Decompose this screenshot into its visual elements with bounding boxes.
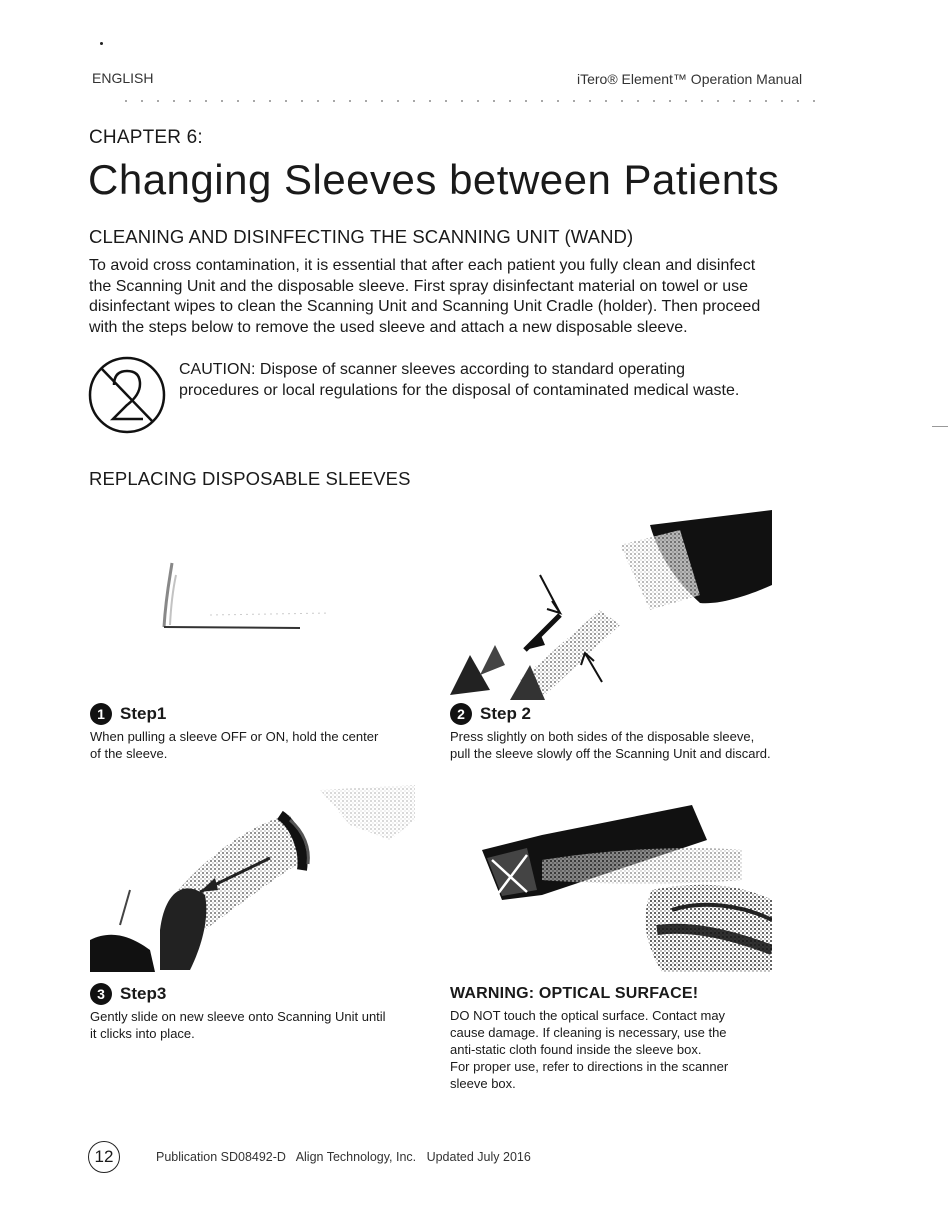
warning-title: WARNING: OPTICAL SURFACE! [450,985,699,1002]
step1-title: Step1 [120,704,167,723]
page-number-badge [88,1141,120,1173]
step1-line: When pulling a sleeve OFF or ON, hold the center [90,729,379,744]
warning-line: For proper use, refer to directions in the scanner [450,1059,729,1074]
footer-info [156,1150,531,1164]
step1-label [90,703,166,725]
step3-line: it clicks into place. [90,1026,195,1041]
step1-line: of the sleeve. [90,746,168,761]
step2-image [450,505,772,700]
chapter-label: CHAPTER 6: [89,127,203,148]
warning-text [450,1007,780,1092]
caution-line: CAUTION: Dispose of scanner sleeves according to standard operating [179,361,686,378]
step2-title: Step 2 [480,704,532,723]
step2-line: pull the sleeve slowly off the Scanning Unit and discard. [450,746,771,761]
paragraph-line: To avoid cross contamination, it is essential that after each patient you fully clean and disinfect [89,257,756,274]
section-heading-replacing: REPLACING DISPOSABLE SLEEVES [89,468,411,489]
warning-line: sleeve box. [450,1076,516,1091]
footer-company: Align Technology, Inc. [295,1150,417,1164]
warning-line: anti-static cloth found inside the sleeve box. [450,1042,702,1057]
header-divider [118,100,818,102]
paragraph-line: disinfectant wipes to clean the Scanning Unit and Scanning Unit Cradle (holder). Then proceed [89,298,761,315]
cleaning-paragraph [89,256,809,338]
step1-description [90,728,430,762]
header-manual-title: iTero® Element™ Operation Manual [577,71,803,87]
caution-line: procedures or local regulations for the disposal of contaminated medical waste. [179,382,740,399]
optical-surface-image [482,800,772,972]
step3-line: Gently slide on new sleeve onto Scanning Unit until [90,1009,386,1024]
step3-label [90,983,166,1005]
step2-number-badge: 2 [450,703,472,725]
step1-image [150,555,350,645]
step2-label [450,703,531,725]
footer-updated: Updated July 2016 [426,1150,531,1164]
warning-line: cause damage. If cleaning is necessary, use the [450,1025,727,1040]
step3-description [90,1008,430,1042]
warning-line: DO NOT touch the optical surface. Contact may [450,1008,726,1023]
paragraph-line: with the steps below to remove the used sleeve and attach a new disposable sleeve. [89,318,688,336]
footer-publication: Publication SD08492-D [156,1150,286,1164]
section-heading-cleaning: CLEANING AND DISINFECTING THE SCANNING UNIT (WAND) [89,226,634,247]
page-title: Changing Sleeves between Patients [88,156,780,203]
step3-title: Step3 [120,984,167,1003]
page-number: 12 [94,1147,114,1166]
scan-speck [100,42,103,45]
caution-text [179,359,799,401]
paragraph-line: the Scanning Unit and the disposable sleeve. First spray disinfectant material on towel or use [89,277,749,295]
scan-mark [932,426,948,427]
step3-image [90,780,415,972]
header-language: ENGLISH [92,70,154,86]
step1-number-badge: 1 [90,703,112,725]
step2-description [450,728,810,762]
step3-number-badge: 3 [90,983,112,1005]
step2-line: Press slightly on both sides of the disposable sleeve, [450,729,755,744]
do-not-reuse-icon [87,355,167,435]
